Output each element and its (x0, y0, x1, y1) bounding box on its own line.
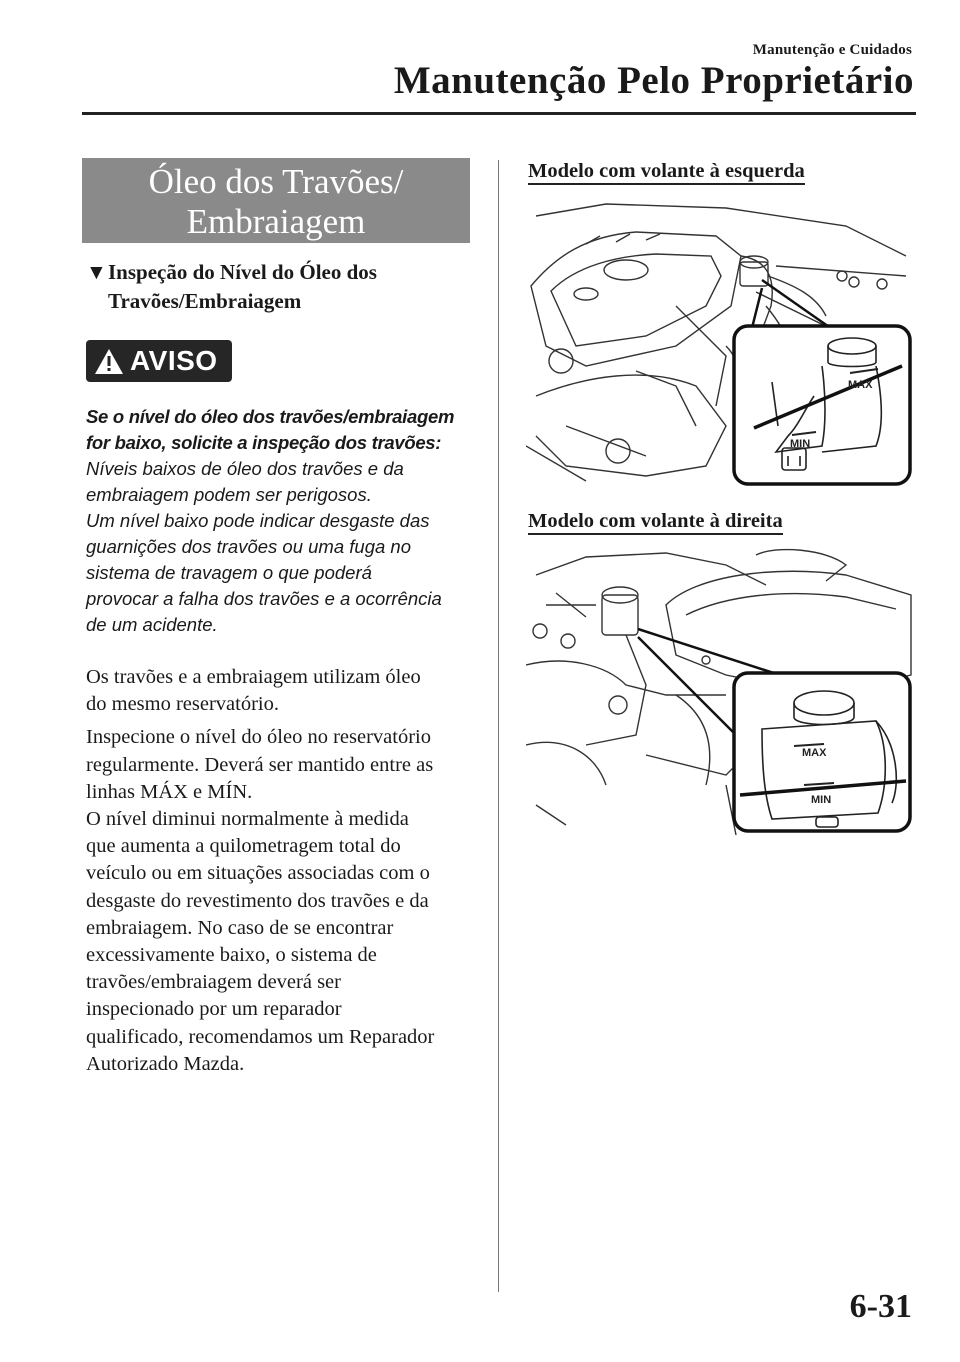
title-line-2: Embraiagem (186, 202, 366, 241)
body-line: Inspecione o nível do óleo no reservatório (86, 726, 431, 749)
rhd-caption: Modelo com volante à direita (528, 510, 783, 533)
subheading (86, 258, 486, 316)
body-line: excessivamente baixo, o sistema de (86, 944, 377, 967)
body-line: regularmente. Deverá ser mantido entre as (86, 753, 434, 776)
body-line: veículo ou em situações associadas com o (86, 862, 430, 885)
chapter-header: Manutenção e Cuidados (752, 42, 912, 58)
warning-line: Níveis baixos de óleo dos travões e da (86, 458, 404, 479)
body-line: que aumenta a quilometragem total do (86, 835, 401, 858)
body-line: embraiagem. No caso de se encontrar (86, 916, 394, 939)
rhd-engine-illustration (526, 545, 916, 835)
lhd-caption: Modelo com volante à esquerda (528, 160, 805, 183)
column-divider (498, 160, 499, 1292)
section-header: Manutenção Pelo Proprietário (393, 59, 914, 102)
warning-bold-line: Se o nível do óleo dos travões/embraiagem (86, 406, 455, 427)
body-line: inspecionado por um reparador (86, 998, 342, 1021)
body-line: Autorizado Mazda. (86, 1052, 245, 1075)
body-text (86, 664, 486, 1078)
aviso-badge (86, 340, 232, 382)
warning-text (86, 404, 476, 638)
title-line-1: Óleo dos Travões/ (148, 162, 404, 201)
body-line: travões/embraiagem deverá ser (86, 971, 341, 994)
warning-line: sistema de travagem o que poderá (86, 562, 372, 583)
section-title-box (82, 158, 470, 243)
lhd-engine-illustration (526, 196, 916, 492)
body-line: Os travões e a embraiagem utilizam óleo (86, 666, 421, 688)
warning-line: provocar a falha dos travões e a ocorrência (86, 588, 442, 609)
warning-triangle-icon (94, 348, 124, 375)
lhd-max-label: MAX (848, 379, 873, 391)
body-line: linhas MÁX e MÍN. (86, 780, 253, 803)
body-line: qualificado, recomendamos um Reparador (86, 1025, 435, 1048)
body-line: desgaste do revestimento dos travões e da (86, 889, 429, 912)
subheading-line-2: Travões/Embraiagem (108, 289, 302, 313)
warning-line: Um nível baixo pode indicar desgaste das (86, 510, 430, 531)
triangle-bullet-icon: ▼ (86, 260, 107, 284)
lhd-min-label: MIN (790, 438, 811, 450)
warning-line: de um acidente. (86, 614, 218, 635)
header-rule (82, 112, 916, 115)
warning-bold-line: for baixo, solicite a inspeção dos travões: (86, 432, 442, 453)
page-number: 6-31 (849, 1288, 912, 1325)
subheading-line-1: Inspeção do Nível do Óleo dos (108, 260, 377, 284)
body-line: O nível diminui normalmente à medida (86, 808, 409, 831)
rhd-max-label: MAX (802, 747, 827, 759)
paragraph-1 (86, 664, 486, 718)
warning-line: embraiagem podem ser perigosos. (86, 484, 372, 505)
aviso-label: AVISO (130, 345, 218, 376)
rhd-min-label: MIN (811, 794, 832, 806)
paragraph-2 (86, 724, 486, 1078)
body-line: do mesmo reservatório. (86, 693, 279, 716)
warning-line: guarnições dos travões ou uma fuga no (86, 536, 411, 557)
